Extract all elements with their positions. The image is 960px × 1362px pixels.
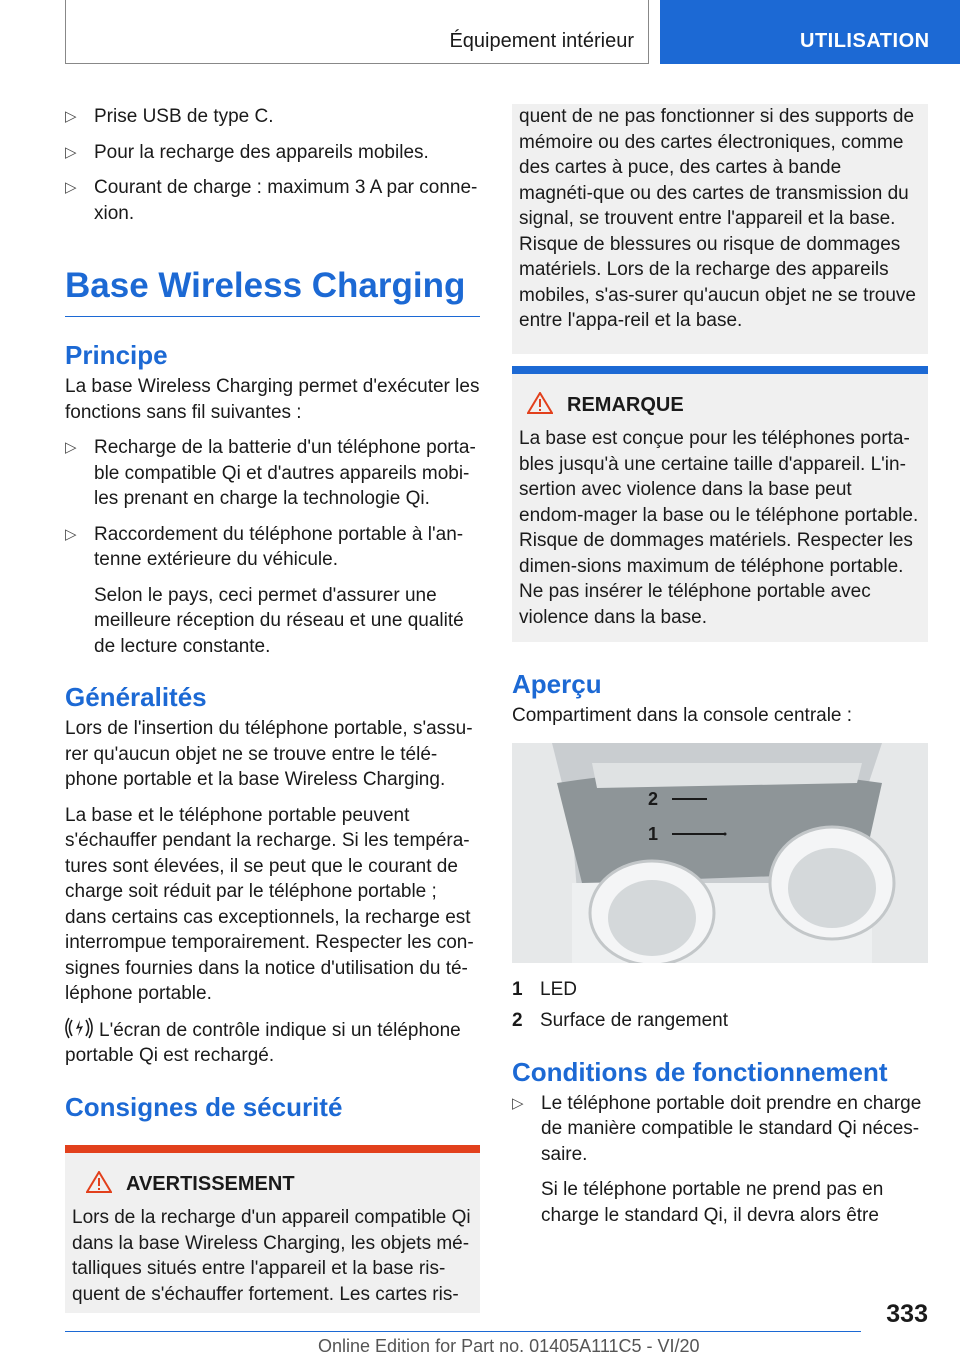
legend-row xyxy=(512,977,928,1003)
warning-triangle-icon xyxy=(86,1171,112,1193)
legend-label: LED xyxy=(540,978,577,1000)
triangle-bullet-icon: ▷ xyxy=(65,525,77,543)
principe-bullet-subtext: Selon le pays, ceci permet d'assurer une meilleure réception du réseau et une qualité de lecture constante. xyxy=(94,584,464,657)
generalites-paragraph: Lors de l'insertion du téléphone portable, s'assu-rer qu'aucun objet ne se trouve entre le télé-phone portable et la base Wireless Charging. xyxy=(65,718,473,790)
conditions-bullet-text: Le téléphone portable doit prendre en charge de manière compatible le standard Qi néces-saire. xyxy=(541,1092,922,1165)
footer-divider xyxy=(65,1331,861,1332)
usb-bullet-text: Pour la recharge des appareils mobiles. xyxy=(94,141,429,163)
usb-bullet-text: Courant de charge : maximum 3 A par conne-xion. xyxy=(94,177,478,224)
heading-principe: Principe xyxy=(65,340,168,370)
wireless-charging-icon xyxy=(65,1017,93,1039)
heading-consignes: Consignes de sécurité xyxy=(65,1091,343,1122)
header-section-tab xyxy=(65,0,649,64)
figure-label-1: 1 xyxy=(648,823,659,844)
warning-box xyxy=(65,1145,480,1314)
heading-conditions: Conditions de fonctionnement xyxy=(512,1056,888,1087)
warning-triangle-icon xyxy=(527,392,553,414)
console-illustration xyxy=(512,743,928,963)
apercu-intro: Compartiment dans la console centrale : xyxy=(512,705,853,726)
generalites-paragraph-icon xyxy=(65,1017,480,1069)
warning-title-row xyxy=(72,1171,472,1198)
section-title: Base Wireless Charging xyxy=(65,266,480,317)
generalites-icon-text: L'écran de contrôle indique si un téléphone portable Qi est rechargé. xyxy=(65,1019,461,1066)
triangle-bullet-icon: ▷ xyxy=(65,143,77,161)
usb-bullet xyxy=(65,175,480,226)
warning-text: Lors de la recharge d'un appareil compatible Qi dans la base Wireless Charging, les objets mé-talliques situés entre l'appareil et la base ris-quent de s'échauffer fortement. Les cartes ris- xyxy=(72,1207,471,1305)
usb-bullet xyxy=(65,104,480,130)
figure-label-2: 2 xyxy=(648,788,659,809)
heading-apercu: Aperçu xyxy=(512,669,602,699)
triangle-bullet-icon: ▷ xyxy=(512,1094,524,1112)
principe-bullet-text: Recharge de la batterie d'un téléphone porta-ble compatible Qi et d'autres appareils mobi-les prenant en charge la technologie Qi. xyxy=(94,437,476,509)
usb-bullet-text: Prise USB de type C. xyxy=(94,106,274,127)
legend-row xyxy=(512,1008,928,1034)
principe-bullet xyxy=(65,522,480,573)
warning-title: AVERTISSEMENT xyxy=(126,1172,295,1195)
left-column xyxy=(65,104,480,1313)
heading-generalites: Généralités xyxy=(65,682,207,712)
note-box xyxy=(512,366,928,643)
page-number: 333 xyxy=(886,1300,928,1328)
conditions-bullet-subtext: Si le téléphone portable ne prend pas en charge le standard Qi, il devra alors être xyxy=(541,1179,884,1226)
legend-number: 2 xyxy=(512,1010,523,1031)
header-chapter-title: UTILISATION xyxy=(800,30,930,52)
triangle-bullet-icon: ▷ xyxy=(65,179,77,196)
principe-bullet-text: Raccordement du téléphone portable à l'an-tenne extérieure du véhicule. xyxy=(94,523,464,570)
right-column xyxy=(512,104,928,1238)
note-title: REMARQUE xyxy=(567,393,684,416)
generalites-paragraph: La base et le téléphone portable peuvent s'échauffer pendant la recharge. Si les tempéra-tures sont élevées, il se peut que le courant de charge soit réduit par le téléphone portable ; dans certains cas exceptionnels, la recharge est interrompue temporairement. Respecter les con-signes fournies dans la notice d'utilisation du té-léphone portable. xyxy=(65,804,474,1004)
conditions-bullet xyxy=(512,1091,928,1168)
note-text: La base est conçue pour les téléphones porta-bles jusqu'à une certaine taille d'appareil. L'in-sertion avec violence dans la base peut endom-mager la base ou le téléphone portable. Risque de dommages matériels. Respecter les dimen-sions maximum de téléphone portable. Ne pas insérer le téléphone portable avec violence dans la base. xyxy=(519,428,919,628)
footer-edition: Online Edition for Part no. 01405A111C5 - VI/20 xyxy=(318,1336,700,1356)
header-section-title: Équipement intérieur xyxy=(449,30,634,52)
triangle-bullet-icon: ▷ xyxy=(65,439,77,456)
warning-text-continued: quent de ne pas fonctionner si des supports de mémoire ou des cartes électroniques, comme des cartes à puce, des cartes à bande magnéti-que ou des cartes de transmission du signal, se trouvent entre l'appareil et la base. Risque de blessures ou risque de dommages matériels. Lors de la recharge des appareils mobiles, s'as-surer qu'aucun objet ne se trouve entre l'appa-reil et la base. xyxy=(519,106,916,331)
usb-bullet xyxy=(65,140,480,166)
principe-bullet xyxy=(65,435,480,512)
console-compartment-image xyxy=(512,743,928,963)
warning-box-continued xyxy=(512,104,928,354)
legend-number: 1 xyxy=(512,978,523,1000)
note-title-row xyxy=(519,392,920,419)
header-chapter-tab xyxy=(660,0,960,64)
legend-label: Surface de rangement xyxy=(540,1010,729,1031)
principe-intro: La base Wireless Charging permet d'exécuter les fonctions sans fil suivantes : xyxy=(65,376,480,423)
triangle-bullet-icon: ▷ xyxy=(65,108,77,125)
